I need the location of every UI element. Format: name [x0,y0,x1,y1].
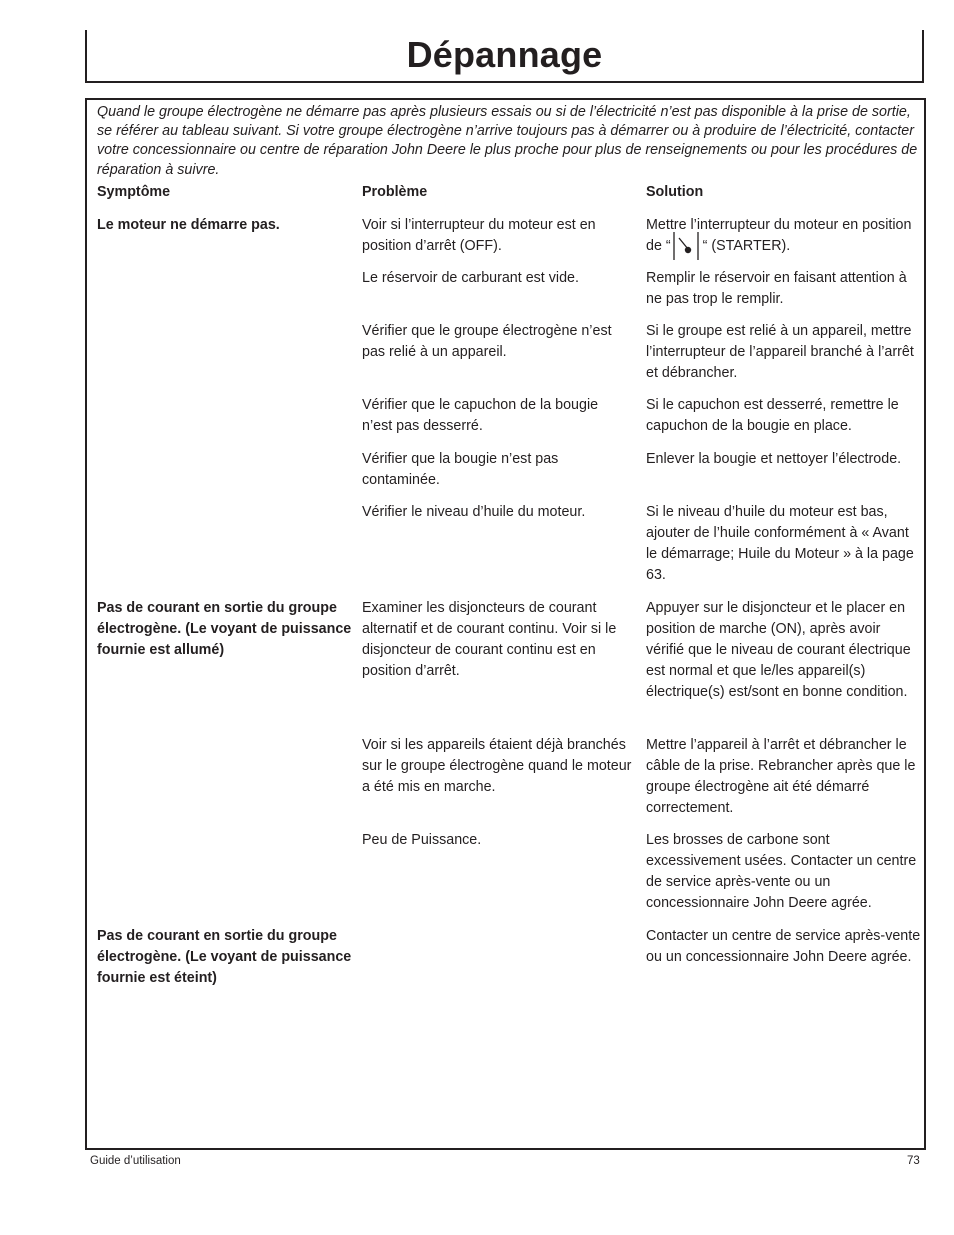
solution-row-10: Contacter un centre de service après-vente ou un concessionnaire John Deere agrée. [646,928,921,965]
header-symptom: Symptôme [97,184,171,200]
solution-row-1-text: Mettre l’interrupteur du moteur en position de “ [646,217,912,254]
solution-row-9: Les brosses de carbone sont excessivement usées. Contacter un centre de service après-vente ou un concessionnaire John Deere agrée. [646,832,917,911]
solution-row-6: Si le niveau d’huile du moteur est bas, ajouter de l’huile conformément à « Avant le démarrage; Huile du Moteur » à la page 63. [646,504,914,583]
page-number: 73 [907,1155,920,1167]
problem-row-3: Vérifier que le groupe électrogène n’est pas relié à un appareil. [362,323,612,360]
intro-paragraph: Quand le groupe électrogène ne démarre pas après plusieurs essais ou si de l’électricité n’est pas disponible à la prise de sortie, se référer au tableau suivant. Si votre groupe électrogène n’arrive toujours pas à démarrer ou à produire de l’électricité, contacter votre concessionnaire ou centre de réparation John Deere le plus proche pour plus de renseignements ou pour les procédures de réparation à suivre. [97,104,918,178]
problem-row-2: Le réservoir de carburant est vide. [362,270,579,286]
solution-row-1-text-end: “ (STARTER). [702,238,791,254]
solution-row-1 [646,215,921,257]
problem-row-8: Voir si les appareils étaient déjà branchés sur le groupe électrogène quand le moteur a été mis en marche. [362,737,632,795]
problem-row-5: Vérifier que la bougie n’est pas contaminée. [362,451,559,488]
problem-row-4: Vérifier que le capuchon de la bougie n’est pas desserré. [362,397,599,434]
starter-position-icon [671,231,701,261]
page-title: Dépannage [406,34,603,75]
solution-row-7: Appuyer sur le disjoncteur et le placer en position de marche (ON), après avoir vérifié que le niveau de courant électrique est normal et que le/les appareil(s) électrique(s) est/sont en bonne condition. [646,600,911,700]
solution-row-8: Mettre l’appareil à l’arrêt et débrancher le câble de la prise. Rebrancher après que le groupe électrogène ait été démarré correctement. [646,737,916,816]
solution-row-5: Enlever la bougie et nettoyer l’électrode. [646,451,902,467]
symptom-no-output-light-on: Pas de courant en sortie du groupe électrogène. (Le voyant de puissance fournie est allumé) [97,600,352,658]
footer-guide-label: Guide d’utilisation [90,1155,181,1167]
problem-row-7: Examiner les disjoncteurs de courant alternatif et de courant continu. Voir si le disjoncteur de courant continu est en position d’arrêt. [362,600,617,679]
solution-row-4: Si le capuchon est desserré, remettre le capuchon de la bougie en place. [646,397,899,434]
header-problem: Problème [362,184,428,200]
symptom-engine-wont-start: Le moteur ne démarre pas. [97,217,280,233]
symptom-no-output-light-off: Pas de courant en sortie du groupe électrogène. (Le voyant de puissance fournie est éteint) [97,928,352,986]
problem-row-9: Peu de Puissance. [362,832,482,848]
title-frame [85,30,924,83]
problem-row-6: Vérifier le niveau d’huile du moteur. [362,504,586,520]
solution-row-3: Si le groupe est relié à un appareil, mettre l’interrupteur de l’appareil branché à l’arrêt et débrancher. [646,323,914,381]
troubleshooting-panel [85,98,926,1150]
solution-row-2: Remplir le réservoir en faisant attention à ne pas trop le remplir. [646,270,907,307]
problem-row-1: Voir si l’interrupteur du moteur est en position d’arrêt (OFF). [362,217,596,254]
header-solution: Solution [646,184,704,200]
